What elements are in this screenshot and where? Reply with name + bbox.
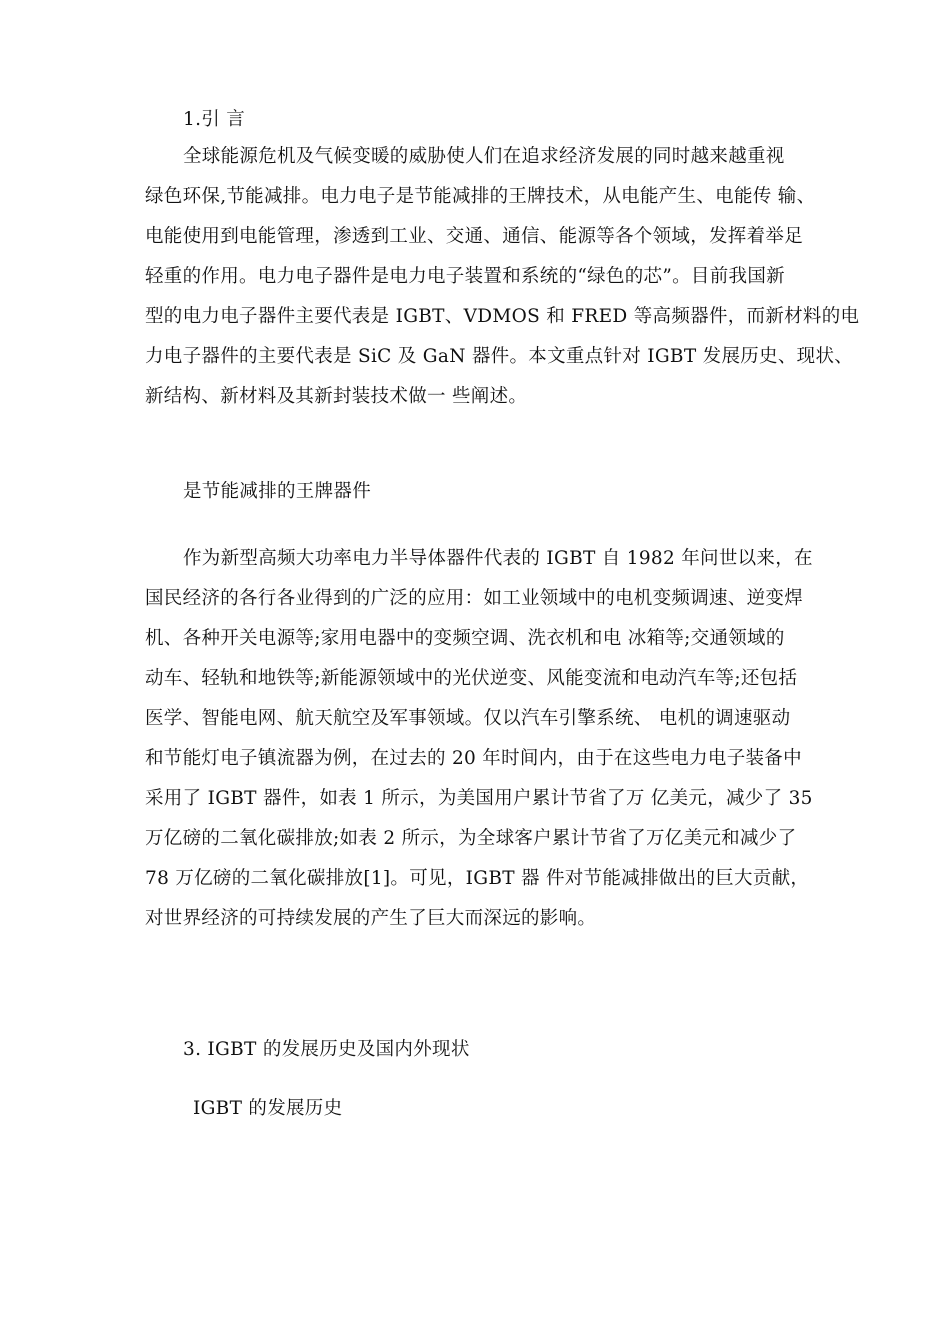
paragraph-line: 绿色环保,节能减排。电力电子是节能减排的王牌技术，从电能产生、电能传 输、 bbox=[145, 186, 816, 207]
paragraph-line: 新结构、新材料及其新封装技术做一 些阐述。 bbox=[145, 386, 528, 407]
subsection-heading-igbt-history: IGBT 的发展历史 bbox=[193, 1098, 343, 1119]
paragraph-line: 全球能源危机及气候变暖的威胁使人们在追求经济发展的同时越来越重视 bbox=[183, 146, 785, 167]
paragraph-line: 国民经济的各行各业得到的广泛的应用：如工业领域中的电机变频调速、逆变焊 bbox=[145, 588, 804, 609]
paragraph-line: 医学、智能电网、航天航空及军事领域。仅以汽车引擎系统、 电机的调速驱动 bbox=[145, 708, 791, 729]
paragraph-line: 力电子器件的主要代表是 SiC 及 GaN 器件。本文重点针对 IGBT 发展历史、现状、 bbox=[145, 346, 854, 367]
paragraph-line: 轻重的作用。电力电子器件是电力电子装置和系统的“绿色的芯”。目前我国新 bbox=[145, 266, 785, 287]
paragraph-line: 电能使用到电能管理，渗透到工业、交通、通信、能源等各个领域，发挥着举足 bbox=[145, 226, 804, 247]
paragraph-line: 78 万亿磅的二氧化碳排放[1]。可见，IGBT 器 件对节能减排做出的巨大贡献， bbox=[145, 868, 810, 889]
paragraph-line: 动车、轻轨和地铁等;新能源领域中的光伏逆变、风能变流和电动汽车等;还包括 bbox=[145, 668, 798, 689]
section-heading-igbt-history: 3. IGBT 的发展历史及国内外现状 bbox=[183, 1039, 470, 1060]
paragraph-line: 对世界经济的可持续发展的产生了巨大而深远的影响。 bbox=[145, 908, 597, 929]
paragraph-line: 机、各种开关电源等;家用电器中的变频空调、洗衣机和电 冰箱等;交通领域的 bbox=[145, 628, 785, 649]
paragraph-line: 型的电力电子器件主要代表是 IGBT、VDMOS 和 FRED 等高频器件，而新材料的电 bbox=[145, 306, 860, 327]
paragraph-line: 和节能灯电子镇流器为例，在过去的 20 年时间内，由于在这些电力电子装备中 bbox=[145, 748, 802, 769]
paragraph-line: 万亿磅的二氧化碳排放;如表 2 所示，为全球客户累计节省了万亿美元和减少了 bbox=[145, 828, 797, 849]
paragraph-line: 采用了 IGBT 器件，如表 1 所示，为美国用户累计节省了万 亿美元，减少了 35 bbox=[145, 788, 813, 809]
section-heading-key-device: 是节能减排的王牌器件 bbox=[183, 481, 372, 502]
section-heading-introduction: 1.引 言 bbox=[183, 109, 246, 130]
paragraph-line: 作为新型高频大功率电力半导体器件代表的 IGBT 自 1982 年问世以来，在 bbox=[183, 548, 813, 569]
